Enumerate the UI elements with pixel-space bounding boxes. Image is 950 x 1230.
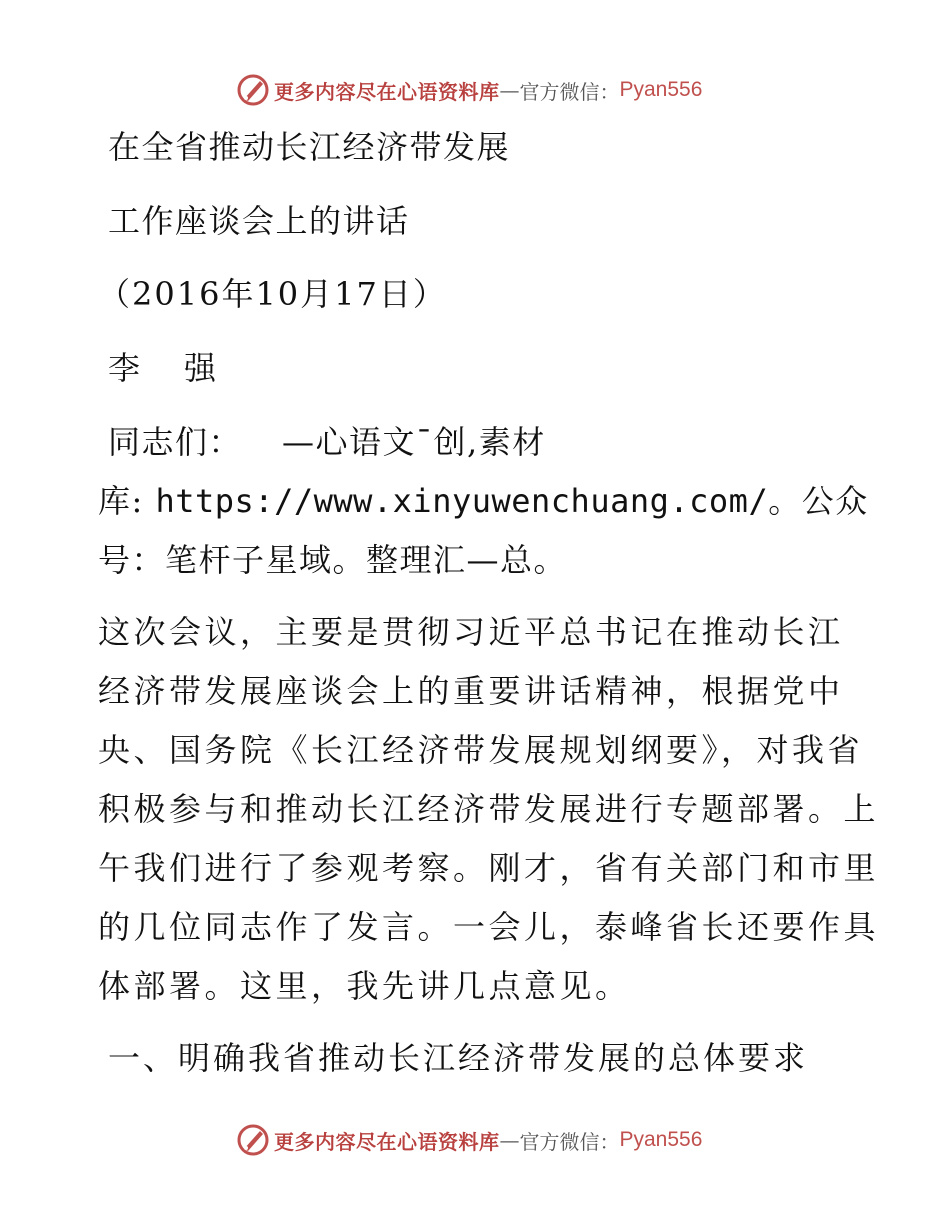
watermark-account: Pyan556 (619, 78, 703, 101)
footer-watermark (236, 1122, 702, 1158)
watermark-label: 官方微信： (519, 79, 620, 104)
document-author: 李 强 (108, 349, 223, 387)
inserted-line-1: —心语文¯创,素材 (282, 423, 546, 461)
document-title-line-1: 在全省推动长江经济带发展 (108, 128, 511, 166)
paragraph-line: 的几位同志作了发言。一会儿，泰峰省长还要作具 (98, 908, 880, 946)
section-heading: 一、明确我省推动长江经济带发展的总体要求 (108, 1039, 809, 1077)
paragraph-line: 午我们进行了参观考察。刚才，省有关部门和市里 (98, 849, 880, 887)
quill-logo-icon (236, 1123, 270, 1157)
watermark-dash: — (499, 78, 520, 102)
paragraph-line: 体部署。这里，我先讲几点意见。 (98, 967, 631, 1005)
salutation-line (108, 422, 546, 462)
document-title-line-2: 工作座谈会上的讲话 (108, 202, 410, 240)
paragraph-line: 经济带发展座谈会上的重要讲话精神，根据党中 (98, 672, 844, 710)
watermark-label: 官方微信： (519, 1129, 620, 1154)
salutation: 同志们： (108, 423, 243, 461)
paragraph-line: 这次会议，主要是贯彻习近平总书记在推动长江 (98, 613, 844, 651)
inserted-line-2 (98, 481, 869, 521)
header-watermark (236, 72, 702, 108)
inserted-line-2-prefix: 库: (98, 482, 156, 520)
paragraph-line: 积极参与和推动长江经济带发展进行专题部署。上 (98, 790, 880, 828)
quill-logo-icon (236, 73, 270, 107)
watermark-account: Pyan556 (619, 1128, 703, 1151)
paragraph-line: 央、国务院《长江经济带发展规划纲要》，对我省 (98, 731, 864, 769)
inserted-line-3: 号：笔杆子星域。整理汇—总。 (98, 541, 568, 579)
document-date: （2016年10月17日） (98, 275, 447, 313)
watermark-site-text: 更多内容尽在心语资料库 (274, 79, 500, 104)
watermark-site-text: 更多内容尽在心语资料库 (274, 1129, 500, 1154)
inserted-url-text: https://www.xinyuwenchuang.com/ (155, 482, 769, 520)
watermark-dash: — (499, 1128, 520, 1152)
inserted-line-2-suffix: 。公众 (768, 482, 869, 520)
